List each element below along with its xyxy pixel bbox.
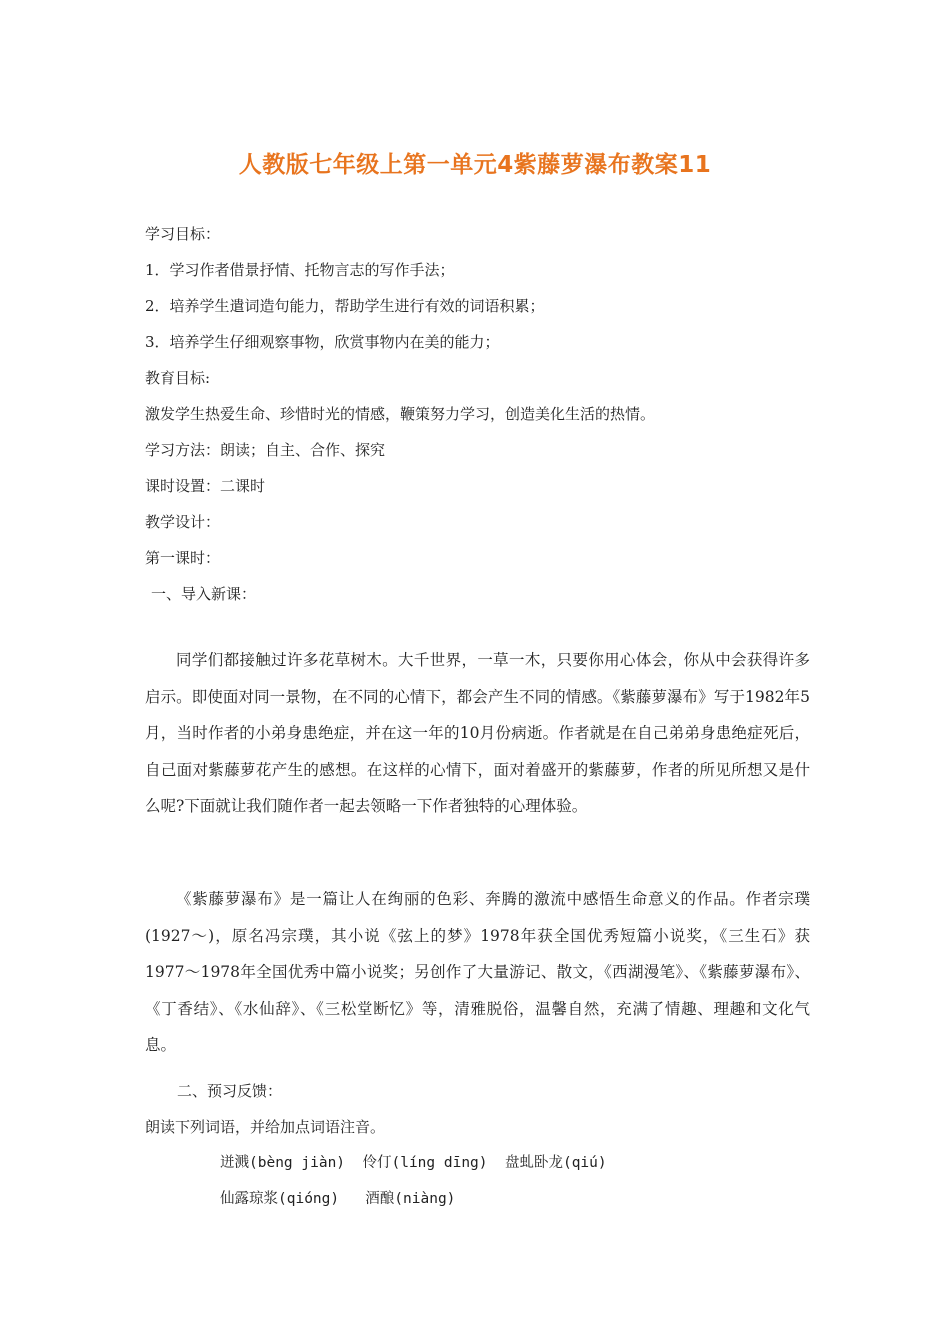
intro-paragraph: 同学们都接触过许多花草树木。大千世界，一草一木，只要你用心体会，你从中会获得许多启示。即使面对同一景物，在不同的心情下，都会产生不同的情感。《紫藤萝瀑布》写于1982年5月，当时作者的小弟身患绝症，并在这一年的10月份病逝。作者就是在自己弟弟身患绝症死后，自己面对紫藤萝花产生的感想。在这样的心情下，面对着盛开的紫藤萝，作者的所见所想又是什么呢?下面就让我们随作者一起去领略一下作者独特的心理体验。 (145, 651, 810, 815)
edu-goals-text: 激发学生热爱生命、珍惜时光的情感，鞭策努力学习，创造美化生活的热情。 (145, 405, 656, 423)
vocab-row-1: 迸溅(bèng jiàn) 伶仃(líng dīng) 盘虬卧龙(qiú) (220, 1155, 607, 1171)
first-lesson: 第一课时： (145, 549, 221, 567)
read-instruction: 朗读下列词语，并给加点词语注音。 (145, 1118, 386, 1136)
lesson-hours: 课时设置：二课时 (145, 477, 266, 495)
goal-2: 2．培养学生遣词造句能力，帮助学生进行有效的词语积累； (145, 297, 545, 315)
goal-3: 3．培养学生仔细观察事物，欣赏事物内在美的能力； (145, 333, 500, 351)
section-preview-heading: 二、预习反馈： (177, 1082, 283, 1100)
teaching-design: 教学设计： (145, 513, 221, 531)
goal-1: 1．学习作者借景抒情、托物言志的写作手法； (145, 261, 455, 279)
study-goals-heading: 学习目标： (145, 225, 221, 243)
edu-goals-heading: 教育目标: (145, 369, 211, 387)
author-paragraph: 《紫藤萝瀑布》是一篇让人在绚丽的色彩、奔腾的激流中感悟生命意义的作品。作者宗璞(1927～)，原名冯宗璞，其小说《弦上的梦》1978年获全国优秀短篇小说奖，《三生石》获1977～1978年全国优秀中篇小说奖；另创作了大量游记、散文，《西湖漫笔》、《紫藤萝瀑布》、《丁香结》、《水仙辞》、《三松堂断忆》等，清雅脱俗，温馨自然，充满了情趣、理趣和文化气息。 (145, 890, 810, 1054)
section-intro-heading: 一、导入新课： (151, 585, 257, 603)
vocab-row-2: 仙露琼浆(qióng) 酒酿(niàng) (220, 1191, 456, 1207)
page-title: 人教版七年级上第一单元4紫藤萝瀑布教案11 (238, 152, 712, 178)
study-method: 学习方法：朗读；自主、合作、探究 (145, 441, 386, 459)
